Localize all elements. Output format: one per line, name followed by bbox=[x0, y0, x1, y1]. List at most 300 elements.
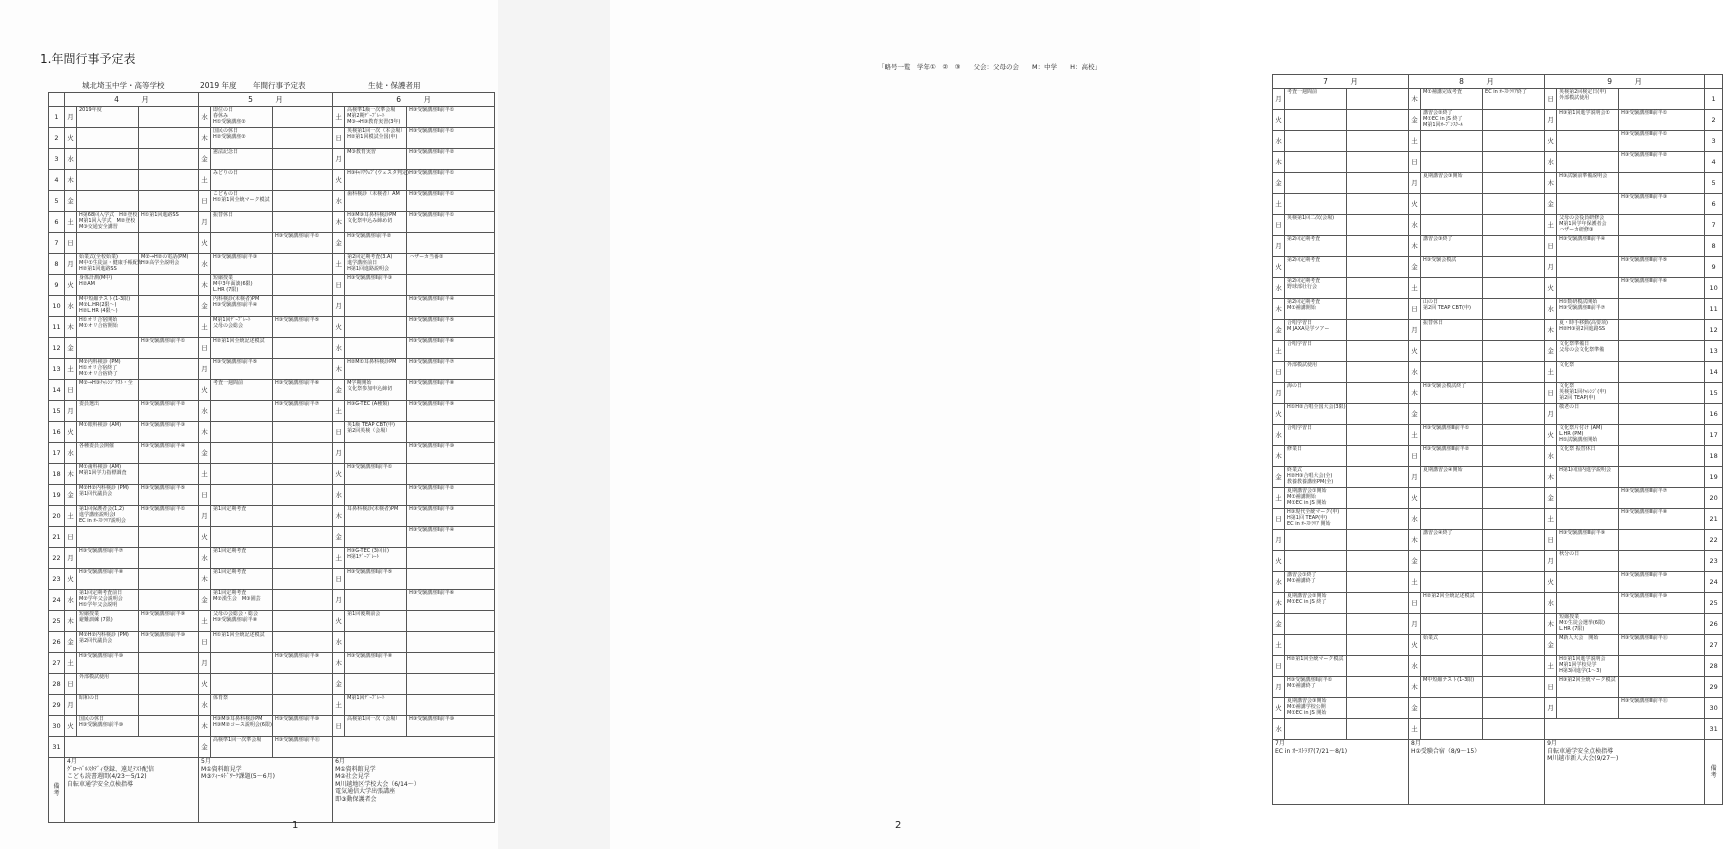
weekday-cell: 水 bbox=[1545, 152, 1557, 173]
event-text: H③受験講座Ⅰ前半⑤ bbox=[141, 485, 186, 491]
day-row bbox=[1273, 404, 1723, 425]
event-text: 合唱学習日 bbox=[1287, 425, 1313, 431]
event-cell bbox=[1619, 446, 1705, 467]
day-number: 1 bbox=[49, 107, 65, 128]
event-text: 講習会④終了 bbox=[1423, 530, 1453, 536]
weekday-cell: 火 bbox=[199, 380, 211, 401]
event-text: 英1級 TEAP CBT(申) bbox=[347, 422, 395, 428]
event-text: 振替休日 bbox=[213, 212, 234, 218]
event-text: ハザーカ当番② bbox=[409, 254, 444, 260]
event-cell bbox=[211, 212, 273, 233]
event-cell bbox=[1421, 530, 1483, 551]
day-row bbox=[49, 191, 495, 212]
weekday-cell: 水 bbox=[199, 107, 211, 128]
event-text: 第1回定期考査 bbox=[213, 590, 247, 596]
left-page bbox=[0, 0, 498, 849]
day-row bbox=[49, 653, 495, 674]
month-header: 9 月 bbox=[1545, 75, 1705, 89]
event-cell bbox=[1347, 215, 1409, 236]
event-text: 外部模試使用 bbox=[1287, 362, 1318, 368]
event-cell bbox=[407, 380, 495, 401]
event-text: H①オリ合宿終了 bbox=[79, 365, 118, 371]
event-cell bbox=[1619, 530, 1705, 551]
event-cell bbox=[1421, 572, 1483, 593]
weekday-cell: 土 bbox=[1409, 425, 1421, 446]
event-text: H③受験講座Ⅰ前半④ bbox=[141, 443, 186, 449]
event-cell bbox=[1285, 677, 1347, 698]
event-cell bbox=[1285, 530, 1347, 551]
event-text: H③受験講座Ⅰ前半① bbox=[275, 233, 320, 239]
weekday-cell: 土 bbox=[1545, 656, 1557, 677]
day-number: 5 bbox=[49, 191, 65, 212]
weekday-cell: 日 bbox=[1409, 152, 1421, 173]
day-number: 23 bbox=[49, 569, 65, 590]
event-cell bbox=[407, 695, 495, 716]
day-row bbox=[49, 380, 495, 401]
event-cell bbox=[1483, 677, 1545, 698]
event-cell bbox=[1347, 656, 1409, 677]
event-text: 7月 bbox=[1275, 740, 1285, 747]
event-cell bbox=[211, 506, 273, 527]
event-cell bbox=[1619, 488, 1705, 509]
weekday-cell: 火 bbox=[65, 716, 77, 737]
event-cell bbox=[1347, 614, 1409, 635]
event-cell bbox=[1421, 215, 1483, 236]
event-text: 憲法記念日 bbox=[213, 149, 239, 155]
event-text: M①補講開始 bbox=[1287, 305, 1316, 311]
event-cell bbox=[211, 548, 273, 569]
event-text: H②H③合唱大会(全) bbox=[1287, 473, 1333, 479]
event-text: M②内科検診 (PM) bbox=[79, 359, 121, 365]
event-cell bbox=[77, 149, 139, 170]
day-row bbox=[49, 401, 495, 422]
event-cell bbox=[1557, 488, 1619, 509]
event-text: H③受験講座Ⅱ前半① bbox=[347, 464, 393, 470]
event-cell bbox=[407, 107, 495, 128]
event-cell bbox=[211, 170, 273, 191]
event-text: 4月 bbox=[67, 758, 77, 765]
event-cell bbox=[1483, 488, 1545, 509]
weekday-cell: 月 bbox=[333, 590, 345, 611]
event-cell bbox=[1557, 446, 1619, 467]
event-cell bbox=[407, 506, 495, 527]
event-cell bbox=[1347, 89, 1409, 110]
day-number: 29 bbox=[1705, 677, 1723, 698]
month-header: 8 月 bbox=[1409, 75, 1545, 89]
weekday-cell: 日 bbox=[1545, 530, 1557, 551]
event-cell bbox=[1285, 719, 1347, 740]
event-cell bbox=[139, 632, 199, 653]
day-row bbox=[1273, 614, 1723, 635]
event-text: H②第1回模試全国(申) bbox=[347, 134, 398, 140]
event-cell bbox=[77, 359, 139, 380]
event-cell bbox=[1421, 89, 1483, 110]
event-text: M中短縮テスト(1-3限) bbox=[79, 296, 131, 302]
event-cell bbox=[139, 359, 199, 380]
weekday-cell: 月 bbox=[1409, 614, 1421, 635]
event-text: 9月 bbox=[1547, 740, 1557, 747]
event-text: M①眼科検診 (AM) bbox=[79, 422, 122, 428]
event-cell bbox=[407, 716, 495, 737]
event-text: 夏・時手移動(高要项) bbox=[1559, 320, 1608, 326]
event-text: L.HR (PM) bbox=[1559, 431, 1584, 437]
event-text: 高検準1級一次準会場 bbox=[347, 107, 396, 113]
event-cell bbox=[77, 674, 139, 695]
weekday-cell: 日 bbox=[1545, 383, 1557, 404]
event-cell bbox=[1619, 236, 1705, 257]
event-text: H③受験講座Ⅱ前半⑨ bbox=[409, 401, 455, 407]
event-cell bbox=[345, 170, 410, 191]
remarks-cell bbox=[65, 758, 199, 823]
event-text: 第2回定期考査 bbox=[1287, 257, 1321, 263]
day-number: 18 bbox=[49, 464, 65, 485]
page-number: 1 bbox=[292, 820, 299, 831]
weekday-cell: 月 bbox=[1545, 698, 1557, 719]
event-cell bbox=[1483, 278, 1545, 299]
event-text: M②→H③ﾁｬﾚﾝｼﾞﾃｽﾄ・全 bbox=[79, 380, 133, 386]
event-cell bbox=[1421, 299, 1483, 320]
event-text: 英検第1回ﾁｬﾚﾝｼﾞ(申) bbox=[1559, 389, 1607, 395]
event-text: 春休み bbox=[213, 113, 229, 119]
weekday-cell: 木 bbox=[1409, 236, 1421, 257]
weekday-cell: 金 bbox=[333, 527, 345, 548]
event-text: H③受験講座Ⅲ前半④ bbox=[1559, 236, 1606, 242]
event-cell bbox=[273, 464, 333, 485]
event-text: H③第1回進学説明会① bbox=[1559, 110, 1610, 116]
event-cell bbox=[1285, 89, 1347, 110]
right-page bbox=[610, 0, 1723, 849]
day-row bbox=[1273, 194, 1723, 215]
event-text: H①第1回進学説明会 bbox=[1559, 656, 1606, 662]
day-row bbox=[49, 464, 495, 485]
event-text: H③受験講座Ⅱ前半⑤ bbox=[347, 569, 393, 575]
weekday-cell: 水 bbox=[1273, 131, 1285, 152]
weekday-cell: 火 bbox=[199, 527, 211, 548]
day-row bbox=[1273, 509, 1723, 530]
event-cell bbox=[139, 380, 199, 401]
event-text: 英検第2回検定日(申) bbox=[1559, 89, 1607, 95]
weekday-cell: 土 bbox=[65, 212, 77, 233]
event-text: H③受験講座Ⅱ前半① bbox=[409, 107, 455, 113]
event-text: M JAXA見学ツアー bbox=[1287, 326, 1330, 332]
weekday-cell: 金 bbox=[1409, 698, 1421, 719]
event-cell bbox=[1421, 614, 1483, 635]
event-cell bbox=[273, 128, 333, 149]
event-cell bbox=[1285, 362, 1347, 383]
event-cell bbox=[1557, 236, 1619, 257]
event-text: 電気通信大学出張講座 bbox=[335, 788, 396, 795]
event-text: M学期開始 bbox=[347, 380, 372, 386]
weekday-cell: 日 bbox=[1545, 677, 1557, 698]
event-cell bbox=[1421, 719, 1483, 740]
event-cell bbox=[1483, 299, 1545, 320]
weekday-cell: 日 bbox=[1545, 236, 1557, 257]
event-text: 体育祭 bbox=[213, 695, 229, 701]
event-text: 秋分の日 bbox=[1559, 551, 1580, 557]
day-row bbox=[49, 506, 495, 527]
event-cell bbox=[1421, 404, 1483, 425]
month-header: 4 月 bbox=[65, 93, 199, 107]
event-cell bbox=[1619, 572, 1705, 593]
school-year: 2019 年度 bbox=[200, 81, 237, 90]
event-cell bbox=[1285, 110, 1347, 131]
event-cell bbox=[273, 254, 333, 275]
event-cell bbox=[345, 380, 407, 401]
event-text: H③現代全統マーク(申) bbox=[1287, 509, 1340, 515]
weekday-cell: 水 bbox=[1545, 299, 1557, 320]
weekday-cell: 土 bbox=[1409, 131, 1421, 152]
event-text: H③M③耳鼻科検診PM bbox=[347, 212, 397, 218]
event-cell bbox=[1421, 194, 1483, 215]
event-cell bbox=[407, 338, 495, 359]
event-cell bbox=[211, 422, 273, 443]
weekday-cell: 金 bbox=[199, 296, 211, 317]
event-cell bbox=[1483, 698, 1545, 719]
day-row bbox=[1273, 362, 1723, 383]
weekday-cell: 水 bbox=[1273, 719, 1285, 740]
event-text: H③受験講座Ⅰ前半⑨ bbox=[141, 611, 186, 617]
event-text: 国民の休日 bbox=[79, 716, 105, 722]
event-cell bbox=[77, 569, 139, 590]
event-text: H②受験講座② bbox=[213, 134, 246, 140]
event-text: M②漢生会 M③園芸 bbox=[213, 596, 261, 602]
event-text: 夏期講習会①開始 bbox=[1287, 488, 1327, 494]
weekday-cell: 木 bbox=[1273, 593, 1285, 614]
day-row bbox=[49, 338, 495, 359]
weekday-cell: 月 bbox=[1409, 320, 1421, 341]
day-number: 25 bbox=[49, 611, 65, 632]
event-cell bbox=[1347, 572, 1409, 593]
event-cell bbox=[1347, 236, 1409, 257]
weekday-cell: 金 bbox=[199, 149, 211, 170]
weekday-cell: 土 bbox=[1545, 509, 1557, 530]
event-text: 5月 bbox=[201, 758, 211, 765]
event-cell bbox=[1483, 215, 1545, 236]
event-cell bbox=[407, 191, 495, 212]
event-cell bbox=[77, 128, 139, 149]
event-cell bbox=[77, 506, 139, 527]
weekday-cell: 金 bbox=[199, 590, 211, 611]
weekday-cell: 木 bbox=[333, 212, 345, 233]
event-cell bbox=[1285, 614, 1347, 635]
event-cell bbox=[273, 191, 333, 212]
event-cell bbox=[1483, 467, 1545, 488]
event-text: H①第1回全統マーク模試 bbox=[213, 197, 270, 203]
event-cell bbox=[1285, 383, 1347, 404]
event-cell bbox=[407, 548, 495, 569]
day-number: 21 bbox=[49, 527, 65, 548]
event-text: M②L.HR(2限～) bbox=[79, 302, 117, 308]
weekday-cell: 木 bbox=[1545, 173, 1557, 194]
day-row bbox=[49, 275, 495, 296]
event-cell bbox=[211, 653, 273, 674]
event-cell bbox=[345, 296, 407, 317]
event-cell bbox=[1347, 551, 1409, 572]
day-number: 1 bbox=[1705, 89, 1723, 110]
day-number: 17 bbox=[1705, 425, 1723, 446]
event-cell bbox=[139, 527, 199, 548]
day-row bbox=[1273, 257, 1723, 278]
event-text: 夏期講習会③開始 bbox=[1287, 698, 1327, 704]
event-text: 夏期講習会③開始 bbox=[1423, 173, 1463, 179]
event-cell bbox=[1557, 677, 1619, 698]
event-cell bbox=[273, 590, 333, 611]
day-number: 18 bbox=[1705, 446, 1723, 467]
event-cell bbox=[345, 506, 407, 527]
event-cell bbox=[407, 674, 495, 695]
day-number: 27 bbox=[49, 653, 65, 674]
event-text: H③受験講座Ⅲ前半③ bbox=[1621, 194, 1668, 200]
weekday-cell: 木 bbox=[1545, 614, 1557, 635]
event-cell bbox=[1483, 383, 1545, 404]
event-text: M川越地区学校大会（6/14～） bbox=[335, 780, 420, 788]
event-text: 考査一週間前 bbox=[213, 380, 244, 386]
event-cell bbox=[273, 569, 333, 590]
event-cell bbox=[273, 695, 333, 716]
weekday-cell: 土 bbox=[1409, 278, 1421, 299]
day-number: 28 bbox=[49, 674, 65, 695]
event-text: M③→H③教育実習(3年) bbox=[347, 119, 401, 125]
event-cell bbox=[273, 170, 333, 191]
day-number: 6 bbox=[49, 212, 65, 233]
event-cell bbox=[273, 107, 333, 128]
event-text: 避難訓練 (7限) bbox=[79, 617, 113, 623]
event-text: M①EC in JS 開始 bbox=[1287, 500, 1327, 506]
event-cell bbox=[1483, 530, 1545, 551]
event-cell bbox=[407, 485, 495, 506]
event-text: M②→H②の電話(PM) bbox=[141, 254, 189, 260]
weekday-cell: 火 bbox=[1545, 278, 1557, 299]
day-number: 28 bbox=[1705, 656, 1723, 677]
weekday-cell: 木 bbox=[1409, 383, 1421, 404]
event-cell bbox=[345, 107, 407, 128]
event-cell bbox=[211, 296, 273, 317]
event-cell bbox=[1619, 614, 1705, 635]
event-cell bbox=[345, 233, 407, 254]
event-text: EC in ｵｰｽﾄﾗﾘｱ 開始 bbox=[1287, 521, 1331, 527]
event-text: 高検第1回一次（会場） bbox=[347, 716, 401, 722]
event-text: H③受験講座Ⅲ前半⑧ bbox=[1621, 509, 1668, 515]
day-row bbox=[1273, 446, 1723, 467]
event-cell bbox=[407, 296, 495, 317]
event-text: H第3回進学(1～3) bbox=[1559, 668, 1602, 674]
event-cell bbox=[139, 422, 199, 443]
day-row bbox=[1273, 551, 1723, 572]
event-cell bbox=[77, 380, 139, 401]
event-cell bbox=[1557, 404, 1619, 425]
event-cell bbox=[1619, 194, 1705, 215]
event-text: 第2回定期考査(3.A) bbox=[347, 254, 393, 260]
event-cell bbox=[77, 296, 139, 317]
event-cell bbox=[77, 527, 139, 548]
event-text: 父母の会総会 bbox=[213, 323, 244, 329]
event-text: H③受験講座Ⅰ前半⑪ bbox=[275, 737, 320, 743]
day-number: 4 bbox=[49, 170, 65, 191]
event-cell bbox=[1347, 152, 1409, 173]
event-text: 夏期講習会④開始 bbox=[1423, 467, 1463, 473]
day-number: 9 bbox=[49, 275, 65, 296]
event-text: H②第1回全統マーク模試 bbox=[1287, 656, 1344, 662]
event-text: H③受験講座Ⅲ前半① bbox=[1621, 131, 1668, 137]
event-cell bbox=[1557, 341, 1619, 362]
event-cell bbox=[139, 212, 199, 233]
event-cell bbox=[1619, 215, 1705, 236]
event-text: 第1回定期考査 bbox=[213, 569, 247, 575]
event-cell bbox=[77, 254, 143, 275]
day-row bbox=[49, 233, 495, 254]
empty-cell bbox=[1545, 719, 1705, 740]
weekday-cell: 土 bbox=[333, 254, 345, 275]
event-cell bbox=[1285, 656, 1347, 677]
event-text: H③受験講座Ⅲ前半⑦ bbox=[1559, 305, 1606, 311]
event-cell bbox=[139, 674, 199, 695]
weekday-cell: 金 bbox=[1545, 635, 1557, 656]
event-text: M①資料館見学 bbox=[201, 765, 242, 773]
event-cell bbox=[345, 548, 407, 569]
event-cell bbox=[139, 506, 199, 527]
event-text: H③受験講座Ⅰ前半⑧ bbox=[213, 617, 258, 623]
weekday-cell: 水 bbox=[1409, 656, 1421, 677]
event-text: 第2回 TEAP CBT(申) bbox=[1423, 305, 1471, 311]
event-cell bbox=[1557, 698, 1619, 719]
event-cell bbox=[211, 674, 273, 695]
day-row bbox=[1273, 656, 1723, 677]
weekday-cell: 月 bbox=[333, 296, 345, 317]
event-cell bbox=[273, 506, 333, 527]
event-text: 第2回 TEAP(申) bbox=[1559, 395, 1596, 401]
weekday-cell: 火 bbox=[1409, 341, 1421, 362]
day-row bbox=[1273, 110, 1723, 131]
weekday-cell: 水 bbox=[1545, 446, 1557, 467]
event-cell bbox=[1619, 509, 1705, 530]
event-text: H③受験講座Ⅰ前半① bbox=[141, 338, 186, 344]
weekday-cell: 木 bbox=[1409, 530, 1421, 551]
event-text: H②M①耳鼻科検診PM bbox=[347, 359, 397, 365]
event-text: 終業式 bbox=[1287, 467, 1303, 473]
weekday-cell: 月 bbox=[1273, 530, 1285, 551]
day-number: 3 bbox=[49, 149, 65, 170]
event-cell bbox=[1285, 257, 1347, 278]
day-row bbox=[1273, 131, 1723, 152]
weekday-cell: 月 bbox=[1273, 236, 1285, 257]
weekday-cell: 月 bbox=[199, 212, 211, 233]
day-number: 10 bbox=[49, 296, 65, 317]
weekday-cell: 土 bbox=[1273, 194, 1285, 215]
event-text: こども読書週間(4/23～5/12) bbox=[67, 773, 147, 780]
event-text: 第1回代議員会 bbox=[79, 491, 113, 497]
event-cell bbox=[273, 275, 333, 296]
event-text: M②社会見学 bbox=[335, 773, 370, 780]
weekday-cell: 木 bbox=[199, 569, 211, 590]
event-cell bbox=[77, 275, 139, 296]
event-text: H②H③第2回進路SS bbox=[1559, 326, 1606, 332]
event-cell bbox=[407, 632, 495, 653]
event-cell bbox=[1483, 614, 1545, 635]
day-row bbox=[49, 317, 495, 338]
weekday-cell: 金 bbox=[65, 485, 77, 506]
notes-row bbox=[49, 758, 495, 823]
event-cell bbox=[345, 254, 407, 275]
day-row bbox=[1273, 173, 1723, 194]
weekday-cell: 木 bbox=[65, 170, 77, 191]
section-title: 1.年間行事予定表 bbox=[40, 52, 136, 66]
event-cell bbox=[345, 485, 407, 506]
event-cell bbox=[1557, 89, 1619, 110]
event-cell bbox=[407, 464, 495, 485]
day-number: 4 bbox=[1705, 152, 1723, 173]
event-cell bbox=[1285, 236, 1347, 257]
day-number: 27 bbox=[1705, 635, 1723, 656]
